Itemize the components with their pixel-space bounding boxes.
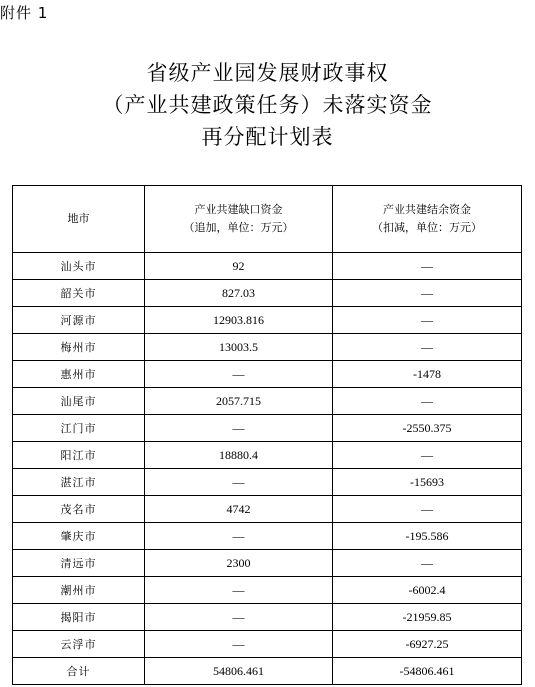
total-gap-amount-cell: 54806.461 xyxy=(145,658,333,685)
table-row xyxy=(13,253,522,280)
gap-amount-cell: 18880.4 xyxy=(145,442,333,469)
gap-amount-cell: — xyxy=(145,361,333,388)
header-city-label: 地市 xyxy=(67,212,90,225)
surplus-amount-cell: -6927.25 xyxy=(333,631,522,658)
city-cell: 肇庆市 xyxy=(13,523,145,550)
surplus-amount-cell: -1478 xyxy=(333,361,522,388)
gap-amount-cell: — xyxy=(145,469,333,496)
header-city xyxy=(13,186,145,253)
city-cell: 茂名市 xyxy=(13,496,145,523)
gap-amount-cell: 2300 xyxy=(145,550,333,577)
gap-amount-cell: 2057.715 xyxy=(145,388,333,415)
table-row xyxy=(13,631,522,658)
document-title-line-2: （产业共建政策任务）未落实资金 xyxy=(102,93,433,117)
gap-amount-cell: — xyxy=(145,577,333,604)
city-cell: 河源市 xyxy=(13,307,145,334)
gap-amount-cell: 92 xyxy=(145,253,333,280)
surplus-amount-cell: — xyxy=(333,253,522,280)
table-header-row xyxy=(13,186,522,253)
city-cell: 汕尾市 xyxy=(13,388,145,415)
gap-amount-cell: — xyxy=(145,631,333,658)
table-row xyxy=(13,415,522,442)
city-cell: 揭阳市 xyxy=(13,604,145,631)
city-cell: 汕头市 xyxy=(13,253,145,280)
table-row xyxy=(13,442,522,469)
table-row xyxy=(13,307,522,334)
header-surplus-line2: （扣减，单位：万元） xyxy=(372,221,482,234)
gap-amount-cell: 827.03 xyxy=(145,280,333,307)
total-label-cell: 合计 xyxy=(13,658,145,685)
city-cell: 韶关市 xyxy=(13,280,145,307)
table-row xyxy=(13,334,522,361)
gap-amount-cell: 13003.5 xyxy=(145,334,333,361)
surplus-amount-cell: — xyxy=(333,496,522,523)
table-row xyxy=(13,388,522,415)
header-gap-line2: （追加，单位：万元） xyxy=(183,221,294,234)
table-row xyxy=(13,496,522,523)
surplus-amount-cell: — xyxy=(333,334,522,361)
table-row xyxy=(13,550,522,577)
attachment-label: 附件 1 xyxy=(0,4,49,22)
city-cell: 湛江市 xyxy=(13,469,145,496)
surplus-amount-cell: -195.586 xyxy=(333,523,522,550)
surplus-amount-cell: — xyxy=(333,307,522,334)
table-row xyxy=(13,604,522,631)
header-surplus-funds xyxy=(333,186,522,253)
surplus-amount-cell: — xyxy=(333,442,522,469)
header-surplus-line1: 产业共建结余资金 xyxy=(383,203,471,216)
document-title-line-3: 再分配计划表 xyxy=(201,125,334,149)
table-row xyxy=(13,280,522,307)
table-row xyxy=(13,361,522,388)
surplus-amount-cell: — xyxy=(333,550,522,577)
header-gap-line1: 产业共建缺口资金 xyxy=(194,203,283,216)
header-gap-funds xyxy=(145,186,333,253)
surplus-amount-cell: -15693 xyxy=(333,469,522,496)
surplus-amount-cell: -21959.85 xyxy=(333,604,522,631)
table-total-row xyxy=(13,658,522,685)
document-title-line-1: 省级产业园发展财政事权 xyxy=(146,61,389,85)
gap-amount-cell: — xyxy=(145,415,333,442)
surplus-amount-cell: -6002.4 xyxy=(333,577,522,604)
surplus-amount-cell: — xyxy=(333,388,522,415)
surplus-amount-cell: — xyxy=(333,280,522,307)
city-cell: 潮州市 xyxy=(13,577,145,604)
city-cell: 惠州市 xyxy=(13,361,145,388)
table-row xyxy=(13,523,522,550)
city-cell: 清远市 xyxy=(13,550,145,577)
fund-reallocation-table xyxy=(12,185,522,685)
gap-amount-cell: — xyxy=(145,523,333,550)
total-surplus-amount-cell: -54806.461 xyxy=(333,658,522,685)
city-cell: 阳江市 xyxy=(13,442,145,469)
gap-amount-cell: 12903.816 xyxy=(145,307,333,334)
surplus-amount-cell: -2550.375 xyxy=(333,415,522,442)
city-cell: 梅州市 xyxy=(13,334,145,361)
city-cell: 云浮市 xyxy=(13,631,145,658)
gap-amount-cell: 4742 xyxy=(145,496,333,523)
city-cell: 江门市 xyxy=(13,415,145,442)
gap-amount-cell: — xyxy=(145,604,333,631)
table-row xyxy=(13,469,522,496)
table-row xyxy=(13,577,522,604)
